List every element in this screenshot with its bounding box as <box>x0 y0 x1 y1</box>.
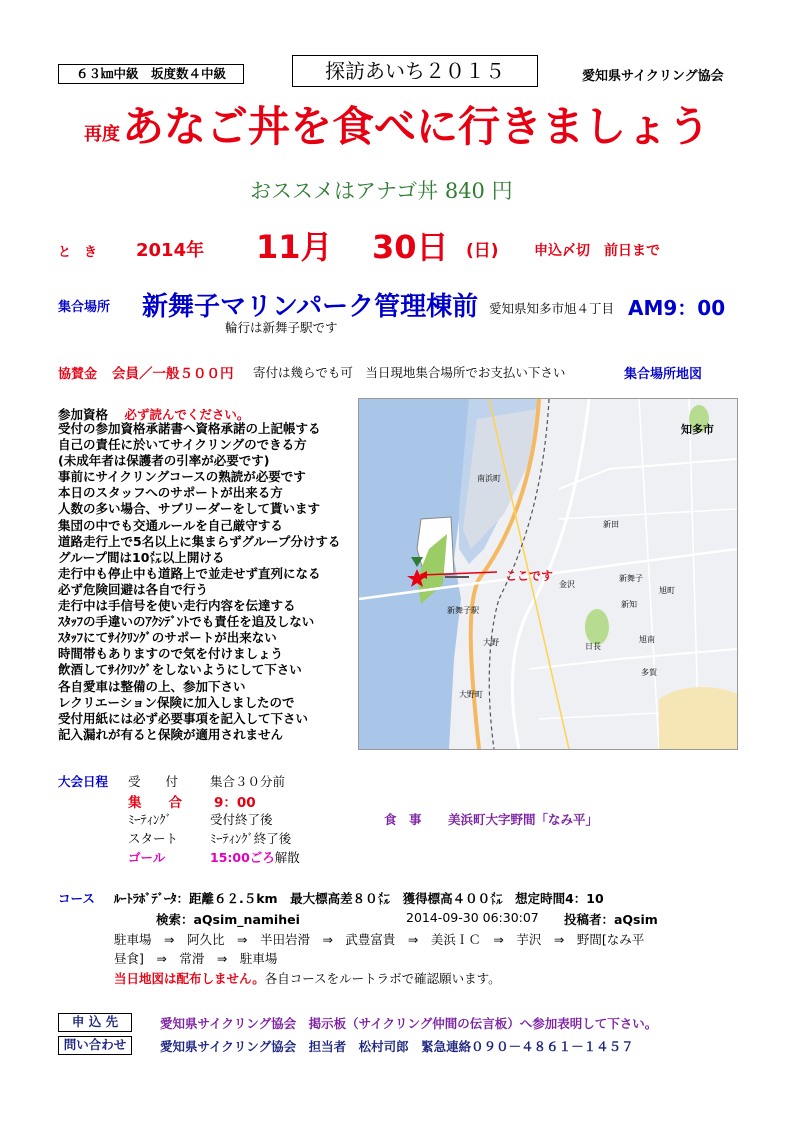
meeting-place: 新舞子マリンパーク管理棟前 <box>142 292 479 322</box>
schedule-reception-value: 集合３０分前 <box>210 774 286 789</box>
page-title: あなご丼を食べに行きましょう <box>122 102 711 151</box>
requirement-item: 集団の中でも交通ルールを自己厳守する <box>58 517 283 533</box>
meeting-time: AM9：00 <box>628 296 726 320</box>
meeting-label: 集合場所 <box>58 300 111 315</box>
schedule-start-value: ﾐｰﾃｨﾝｸﾞ終了後 <box>210 831 292 846</box>
requirement-item: 飲酒してｻｲｸﾘﾝｸﾞをしないようにして下さい <box>58 662 302 678</box>
requirement-item: 自己の責任に於いてサイクリングのできる方 <box>58 437 307 453</box>
requirement-item: ｽﾀｯﾌの手違いのｱｸｼﾃﾞﾝﾄでも責任を追及しない <box>58 614 315 630</box>
requirement-item: ｽﾀｯﾌにてｻｲｸﾘﾝｸﾞのサポートが出来ない <box>58 630 277 646</box>
map-label-asahimachi: 旭町 <box>659 586 675 595</box>
schedule-label: 大会日程 <box>58 774 109 789</box>
schedule-goal-value: 15:00ごろ <box>210 850 275 865</box>
date-label: と き <box>58 245 98 260</box>
date-year: 2014年 <box>136 240 205 261</box>
requirement-item: 本日のスタッフへのサポートが出来る方 <box>58 485 283 501</box>
fee-note: 寄付は幾らでも可 当日現地集合場所でお支払い下さい <box>253 365 566 380</box>
requirement-item: 必ず危険回避は各自で行う <box>58 581 209 597</box>
map-label-kyokunan: 旭南 <box>639 635 655 644</box>
requirement-item: 事前にサイクリングコースの熟読が必要です <box>58 469 306 485</box>
requirement-item: グループ間は10㍍以上開ける <box>58 549 225 565</box>
requirements-list <box>58 421 354 743</box>
requirement-item: 走行中も停止中も道路上で並走せず直列になる <box>58 565 321 581</box>
schedule-reception-label: 受 付 <box>128 774 179 789</box>
requirement-item: 道路走行上で5名以上に集まらずグループ分けする <box>58 533 341 549</box>
map-label-shinchi: 新知 <box>621 600 637 609</box>
fee-amount: 会員／一般５００円 <box>112 366 234 382</box>
map-label-hinaga: 日長 <box>585 642 601 651</box>
map-label-kanazawa: 金沢 <box>559 580 575 589</box>
date-month: 11月 <box>256 228 333 266</box>
date-day: 30日 <box>372 228 449 266</box>
recommend-text: おススメはアナゴ丼 840 円 <box>250 179 513 203</box>
level-badge: ６３㎞中級 坂度数４中級 <box>58 64 244 84</box>
meeting-address: 愛知県知多市旭４丁目 <box>489 301 615 316</box>
schedule-goal-label: ゴール <box>128 850 166 865</box>
requirement-item: 受付用紙には必ず必要事項を記入して下さい <box>58 710 309 726</box>
series-title: 探訪あいち２０１５ <box>292 55 538 87</box>
date-deadline: 申込〆切 前日まで <box>534 243 660 259</box>
schedule-meal-label: 食 事 <box>384 812 422 827</box>
apply-text: 愛知県サイクリング協会 掲示板（サイクリング仲間の伝言板）へ参加表明して下さい。 <box>160 1016 658 1031</box>
fee-label: 協賛金 <box>58 367 98 382</box>
map-label-shinmaiko-station: 新舞子駅 <box>447 606 479 615</box>
schedule-gather-value: 9：00 <box>214 795 256 811</box>
requirement-item: 時間帯もありますので気を付けましょう <box>58 646 284 662</box>
course-route-line1: 駐車場 ⇒ 阿久比 ⇒ 半田岩滑 ⇒ 武豊富貴 ⇒ 美浜ＩＣ ⇒ 芋沢 ⇒ 野間[なみ平 <box>114 932 645 947</box>
requirement-item: 人数の多い場合、サブリーダーをして貰います <box>58 501 321 517</box>
map-label-minamihama: 南浜町 <box>477 474 501 483</box>
map-label-ono: 大野 <box>483 638 499 647</box>
contact-text: 愛知県サイクリング協会 担当者 松村司郎 緊急連絡０９０－４８６１－１４５７ <box>160 1039 634 1054</box>
map-here-label: ここです <box>505 569 554 583</box>
course-route-line2: 昼食] ⇒ 常滑 ⇒ 駐車場 <box>114 951 278 966</box>
course-poster: 投稿者：aQsim <box>564 912 658 927</box>
must-read-label: 必ず読んでください。 <box>124 407 250 422</box>
map-label-taga: 多賀 <box>641 668 657 677</box>
requirements-label: 参加資格 <box>58 407 109 422</box>
course-warning-strong: 当日地図は配布しません。 <box>114 971 265 986</box>
course-date: 2014-09-30 06:30:07 <box>406 910 539 925</box>
contact-label: 問い合わせ <box>58 1036 132 1055</box>
apply-label: 申 込 先 <box>58 1013 132 1032</box>
schedule-meal-value: 美浜町大字野間「なみ平」 <box>448 812 599 827</box>
schedule-start-label: スタート <box>128 831 179 846</box>
schedule-gather-label: 集 合 <box>128 795 182 811</box>
map-label-shinmaiko: 新舞子 <box>619 574 643 583</box>
schedule-meeting-value: 受付終了後 <box>210 812 273 827</box>
schedule-goal-suffix: 解散 <box>274 850 300 865</box>
map-label: 集合場所地図 <box>624 367 703 382</box>
title-prefix: 再度 <box>84 124 120 145</box>
requirement-item: 走行中は手信号を使い走行内容を伝達する <box>58 598 296 614</box>
requirement-item: レクリエーション保険に加入しましたので <box>58 694 295 710</box>
map-label-nitta: 新田 <box>603 520 619 529</box>
requirement-item: 記入漏れが有ると保険が適用されません <box>58 726 284 742</box>
course-search: 検索：aQsim_namihei <box>156 912 300 927</box>
requirement-item: 受付の参加資格承諾書へ資格承諾の上記帳する <box>58 421 321 436</box>
map-label-onocho: 大野町 <box>459 690 483 699</box>
requirement-item: (未成年者は保護者の引率が必要です) <box>58 453 270 469</box>
requirement-item: 各自愛車は整備の上、参加下さい <box>58 678 246 694</box>
course-data: ﾙｰﾄﾗﾎﾞﾃﾞｰﾀ：距離６２.５km 最大標高差８０㍍ 獲得標高４００㍍ 想定時間4：10 <box>114 891 604 906</box>
organizer: 愛知県サイクリング協会 <box>582 69 724 84</box>
schedule-meeting-label: ﾐｰﾃｨﾝｸﾞ <box>128 812 172 827</box>
meeting-place-map[interactable] <box>358 398 738 750</box>
course-warning <box>114 969 501 987</box>
course-warning-rest: 各自コースをルートラボで確認願います。 <box>264 971 501 986</box>
course-label: コース <box>58 891 95 906</box>
map-label-chita: 知多市 <box>681 423 714 436</box>
date-weekday: (日) <box>466 241 499 261</box>
meeting-note: 輪行は新舞子駅です <box>225 320 338 335</box>
schedule-goal <box>210 848 300 866</box>
